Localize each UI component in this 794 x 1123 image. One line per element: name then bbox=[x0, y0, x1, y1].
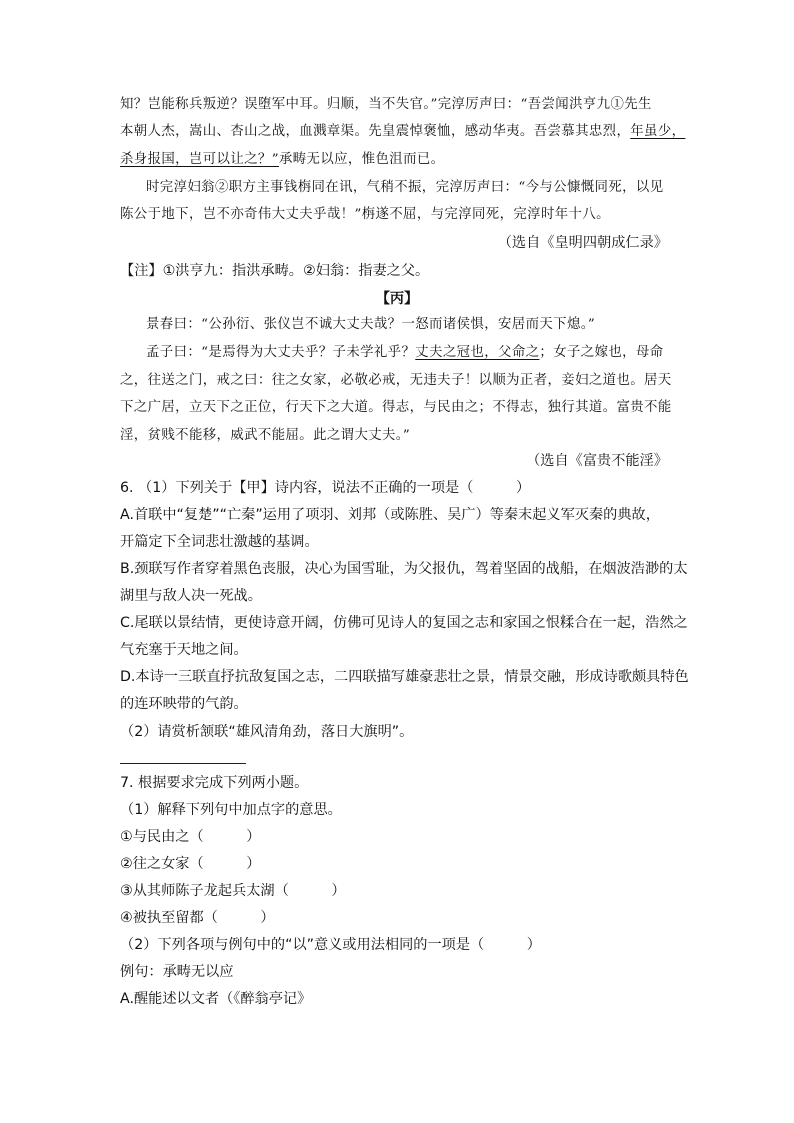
q6-subquestion-2: （2）请赏析颔联“雄风清角劲，落日大旗明”。 bbox=[120, 724, 414, 740]
yi-line-5: 陈公于地下，岂不亦奇伟大丈夫乎哉！”栴遂不屈，与完淳同死，完淳时年十八。 bbox=[120, 207, 610, 222]
q7-example: 例句：承畴无以应 bbox=[120, 964, 234, 980]
note-line: 【注】①洪亨九：指洪承畴。②妇翁：指妻之父。 bbox=[120, 263, 430, 279]
yi-line-2: 本朝人杰，嵩山、杏山之战，血溅章渠。先皇震悼褒恤，感动华夷。吾尝慕其忠烈，年虽少， bbox=[120, 124, 686, 139]
yi-line-3: 杀身报国，岂可以让之？”承畴无以应，惟色沮而已。 bbox=[120, 152, 445, 167]
bing-heading: 【丙】 bbox=[375, 291, 419, 307]
bing-line-4: 下之广居，立天下之正位，行天下之大道。得志，与民由之；不得志，独行其道。富贵不能 bbox=[120, 400, 672, 415]
q7-stem: 7. 根据要求完成下列两小题。 bbox=[120, 775, 309, 791]
q6-option-c-line-2: 气充塞于天地之间。 bbox=[120, 642, 248, 658]
yi-line-1: 知？岂能称兵叛逆？误堕军中耳。归顺，当不失官。”完淳厉声曰：“吾尝闻洪亨九①先生 bbox=[120, 97, 652, 112]
q6-option-d-line-1: D.本诗一三联直抒抗敌复国之志，二四联描写雄豪悲壮之景，情景交融，形成诗歌颇具特色 bbox=[120, 669, 689, 685]
q7-item-4: ④被执至留都（ ） bbox=[120, 910, 275, 926]
q6-option-a-line-1: A.首联中“复楚”“亡秦”运用了项羽、刘邦（或陈胜、吴广）等秦末起义军灭秦的典故， bbox=[120, 507, 660, 523]
bing-line-1: 景春曰：“公孙衍、张仪岂不诚大丈夫哉？一怒而诸侯惧，安居而天下熄。” bbox=[146, 317, 596, 332]
q7-option-a: A.醒能述以文者（《醉翁亭记》 bbox=[120, 991, 312, 1007]
q6-stem: 6. （1）下列关于【甲】诗内容，说法不正确的一项是（ ） bbox=[120, 480, 531, 496]
q6-option-b-line-1: B.颈联写作者穿着黑色丧服，决心为国雪耻，为父报仇，驾着坚固的战船，在烟波浩渺的太 bbox=[120, 561, 688, 577]
q7-subquestion-1: （1）解释下列句中加点字的意思。 bbox=[120, 802, 342, 818]
q7-item-3: ③从其师陈子龙起兵太湖（ ） bbox=[120, 883, 346, 899]
yi-line-4: 时完淳妇翁②职方主事钱栴同在讯，气稍不振，完淳厉声曰：“今与公慷慨同死，以见 bbox=[146, 180, 664, 195]
underlined-phrase: 丈夫之冠也，父命之 bbox=[415, 345, 540, 360]
q7-subquestion-2: （2）下列各项与例句中的“以”意义或用法相同的一项是（ ） bbox=[120, 937, 541, 953]
q6-option-a-line-2: 开篇定下全词悲壮激越的基调。 bbox=[120, 534, 319, 550]
q7-item-1: ①与民由之（ ） bbox=[120, 829, 261, 845]
underlined-phrase: 年虽少， bbox=[630, 124, 686, 139]
yi-source: （选自《皇明四朝成仁录》 bbox=[497, 235, 668, 251]
bing-line-3: 之，往送之门，戒之曰：往之女家，必敬必戒，无违夫子！以顺为正者，妾妇之道也。居天 bbox=[120, 373, 672, 388]
answer-line bbox=[120, 763, 246, 764]
underlined-phrase: 杀身报国，岂可以让之？” bbox=[120, 152, 279, 167]
bing-source: （选自《富贵不能淫》 bbox=[526, 453, 668, 469]
q6-option-c-line-1: C.尾联以景结情，更使诗意开阔，仿佛可见诗人的复国之志和家国之恨糅合在一起，浩然之 bbox=[120, 615, 688, 631]
q6-option-b-line-2: 湖里与敌人决一死战。 bbox=[120, 588, 262, 604]
bing-line-5: 淫，贫贱不能移，威武不能屈。此之谓大丈夫。” bbox=[120, 428, 411, 443]
q7-item-2: ②往之女家（ ） bbox=[120, 856, 261, 872]
q6-option-d-line-2: 的连环映带的气韵。 bbox=[120, 696, 248, 712]
bing-line-2: 孟子曰：“是焉得为大丈夫乎？子未学礼乎？丈夫之冠也，父命之；女子之嫁也，母命 bbox=[146, 345, 664, 360]
